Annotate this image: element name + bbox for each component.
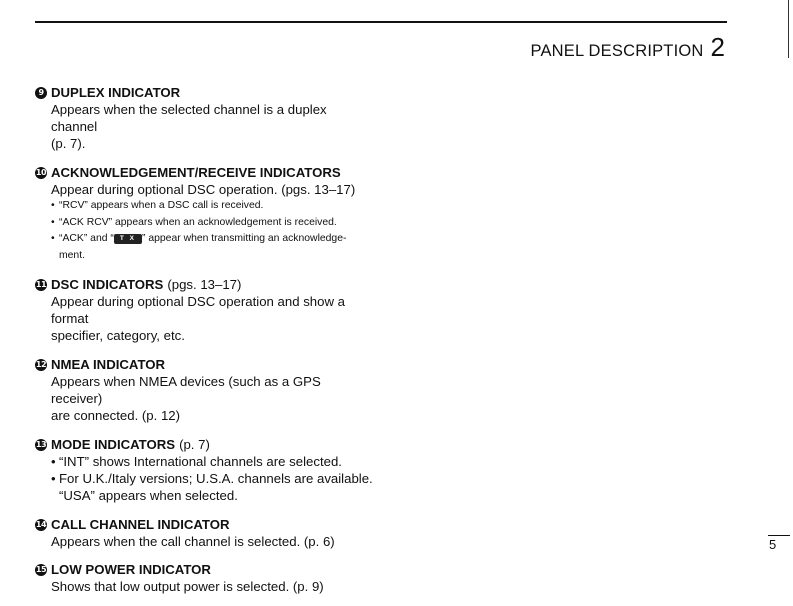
item-heading: DSC INDICATORS	[51, 277, 164, 292]
page-reference: (p. 7)	[179, 437, 210, 452]
page-edge-line	[788, 0, 789, 58]
bullet-item: • “ACK” and “ T X ” appear when transmitting an acknowledge- ment.	[51, 231, 375, 264]
item-heading: DUPLEX INDICATOR	[51, 85, 181, 100]
item-number-badge: 12	[35, 360, 47, 369]
section-title: PANEL DESCRIPTION	[530, 42, 704, 60]
item-heading: NMEA INDICATOR	[51, 357, 166, 372]
bullet-list	[35, 198, 375, 264]
item-description: Appears when the call channel is selected. (p. 6)	[51, 534, 335, 549]
item-description: Shows that low output power is selected. (p. 9)	[51, 579, 324, 594]
bullet-item: • For U.K./Italy versions; U.S.A. channels are available. “USA” appears when selected.	[51, 470, 375, 504]
item-description: Appear during optional DSC operation and show a format specifier, category, etc.	[51, 294, 345, 343]
page-reference: (pgs. 13–17)	[167, 277, 242, 292]
bullet-list	[35, 453, 375, 504]
item-description: Appears when NMEA devices (such as a GPS receiver) are connected. (p. 12)	[51, 374, 321, 423]
item-number-badge: 9	[35, 87, 47, 99]
item-heading: ACKNOWLEDGEMENT/RECEIVE INDICATORS	[51, 165, 341, 180]
item-heading: LOW POWER INDICATOR	[51, 562, 211, 577]
top-rule	[35, 21, 727, 23]
item-dsc-indicators	[35, 276, 375, 344]
bullet-item: • “RCV” appears when a DSC call is received.	[51, 198, 375, 215]
item-number-badge: 13	[35, 440, 47, 449]
item-call-channel-indicator	[35, 516, 375, 550]
item-heading: MODE INDICATORS	[51, 437, 176, 452]
item-number-badge: 15	[35, 565, 47, 574]
chapter-number: 2	[710, 32, 725, 62]
bullet-item: • “ACK RCV” appears when an acknowledgement is received.	[51, 215, 375, 232]
item-low-power-indicator	[35, 561, 375, 595]
item-ack-receive-indicators	[35, 164, 375, 264]
item-number-badge: 11	[35, 280, 47, 289]
item-duplex-indicator	[35, 84, 375, 152]
item-number-badge: 14	[35, 520, 47, 529]
item-description: Appears when the selected channel is a duplex channel (p. 7).	[51, 102, 327, 151]
bullet-item: • “INT” shows International channels are selected.	[51, 453, 375, 470]
item-mode-indicators	[35, 436, 375, 504]
item-number-badge: 10	[35, 168, 47, 177]
indicator-list	[35, 84, 375, 606]
page-header	[531, 32, 726, 63]
item-nmea-indicator	[35, 356, 375, 424]
item-heading: CALL CHANNEL INDICATOR	[51, 517, 230, 532]
page-number: 5	[769, 537, 777, 552]
item-description: Appear during optional DSC operation. (pgs. 13–17)	[51, 182, 356, 197]
transmit-icon: T X	[114, 234, 142, 244]
page-number-rule	[768, 535, 790, 536]
